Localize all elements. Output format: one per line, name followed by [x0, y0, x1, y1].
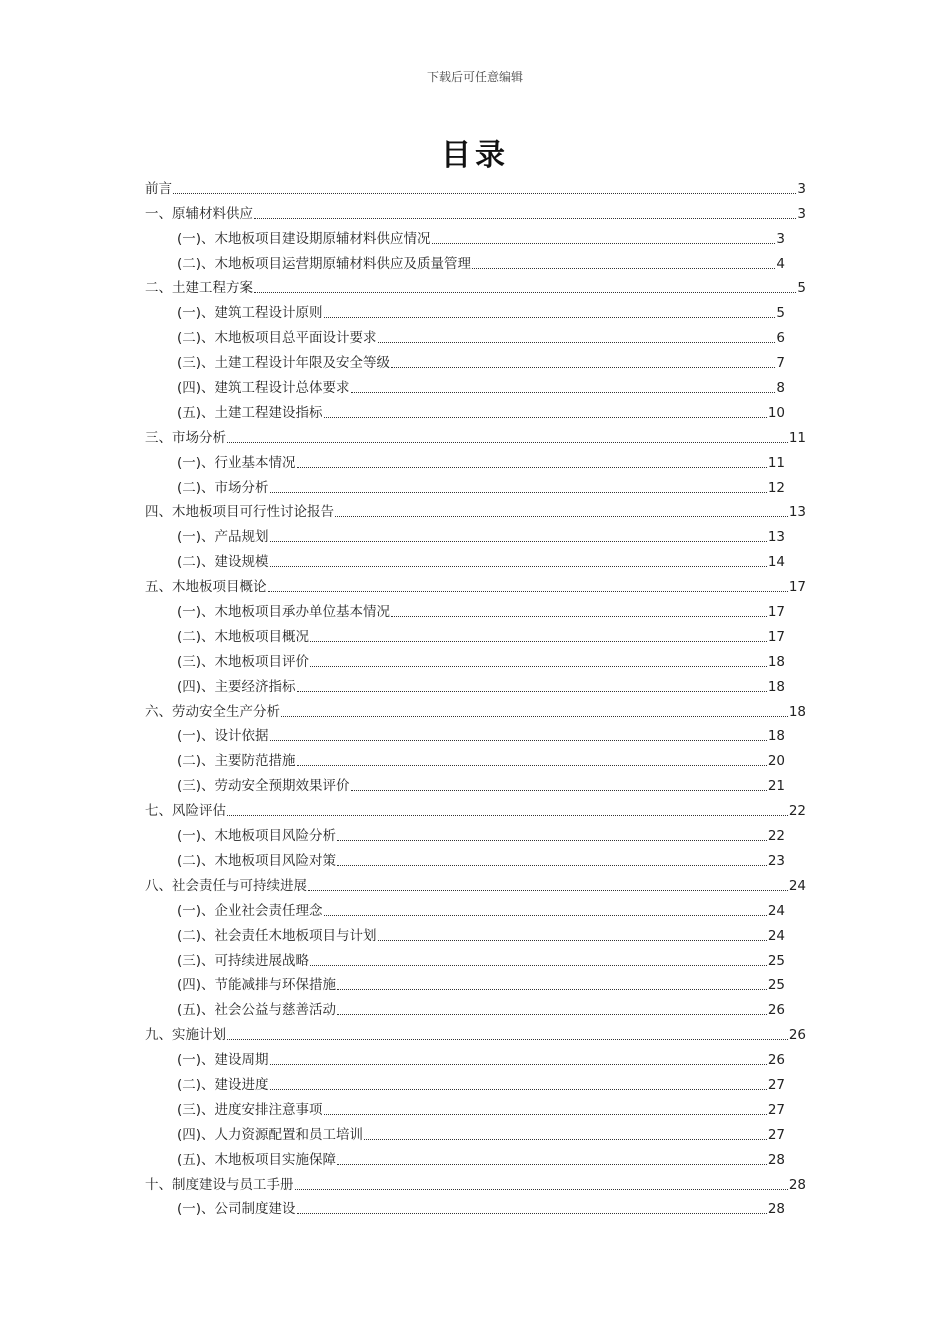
toc-entry[interactable]	[145, 946, 806, 971]
toc-entry-page-number: 22	[788, 803, 806, 820]
toc-entry-page-number: 12	[767, 479, 785, 496]
toc-entry-label: (一)、企业社会责任理念	[177, 902, 323, 919]
toc-entry-label: (五)、木地板项目实施保障	[177, 1151, 337, 1168]
toc-entry-page-number: 13	[767, 529, 785, 546]
toc-entry[interactable]	[145, 1170, 806, 1195]
toc-entry-label: (二)、木地板项目概况	[177, 628, 310, 645]
toc-dot-leader	[297, 765, 767, 766]
toc-entry-label: (三)、进度安排注意事项	[177, 1101, 323, 1118]
toc-dot-leader	[324, 417, 767, 418]
toc-entry-label: (五)、土建工程建设指标	[177, 404, 323, 421]
toc-entry-page-number: 7	[776, 355, 785, 372]
toc-dot-leader	[391, 616, 767, 617]
toc-dot-leader	[337, 1164, 767, 1165]
toc-entry-page-number: 18	[767, 678, 785, 695]
toc-entry-label: (四)、主要经济指标	[177, 678, 296, 695]
toc-entry[interactable]	[145, 597, 806, 622]
toc-entry-label: (三)、木地板项目评价	[177, 653, 310, 670]
toc-entry[interactable]	[145, 672, 806, 697]
toc-entry[interactable]	[145, 697, 806, 722]
toc-entry-label: (一)、木地板项目承办单位基本情况	[177, 604, 391, 621]
toc-entry[interactable]	[145, 1020, 806, 1045]
toc-entry-label: 八、社会责任与可持续进展	[145, 877, 307, 894]
toc-entry-page-number: 13	[788, 504, 806, 521]
toc-entry-label: (五)、社会公益与慈善活动	[177, 1002, 337, 1019]
toc-entry[interactable]	[145, 348, 806, 373]
toc-entry-page-number: 28	[788, 1176, 806, 1193]
toc-dot-leader	[335, 516, 788, 517]
toc-dot-leader	[337, 1014, 767, 1015]
toc-entry[interactable]	[145, 1045, 806, 1070]
toc-entry-label: (一)、设计依据	[177, 728, 269, 745]
toc-entry[interactable]	[145, 871, 806, 896]
toc-dot-leader	[254, 218, 796, 219]
toc-entry-page-number: 24	[788, 877, 806, 894]
toc-dot-leader	[337, 865, 767, 866]
toc-entry[interactable]	[145, 821, 806, 846]
toc-entry[interactable]	[145, 522, 806, 547]
toc-entry-label: 三、市场分析	[145, 429, 226, 446]
toc-entry-label: (二)、木地板项目风险对策	[177, 852, 337, 869]
toc-entry[interactable]	[145, 448, 806, 473]
toc-dot-leader	[173, 193, 796, 194]
toc-dot-leader	[310, 641, 767, 642]
toc-entry-label: 十、制度建设与员工手册	[145, 1176, 294, 1193]
toc-entry-page-number: 4	[776, 255, 785, 272]
toc-entry[interactable]	[145, 921, 806, 946]
toc-dot-leader	[227, 442, 788, 443]
toc-entry-page-number: 27	[767, 1076, 785, 1093]
toc-entry-label: (三)、土建工程设计年限及安全等级	[177, 355, 391, 372]
toc-entry[interactable]	[145, 298, 806, 323]
toc-dot-leader	[254, 292, 796, 293]
toc-entry[interactable]	[145, 746, 806, 771]
toc-entry[interactable]	[145, 249, 806, 274]
toc-dot-leader	[432, 243, 776, 244]
toc-entry-page-number: 25	[767, 977, 785, 994]
toc-entry-page-number: 24	[767, 927, 785, 944]
toc-entry-label: (一)、行业基本情况	[177, 454, 296, 471]
toc-dot-leader	[270, 740, 767, 741]
toc-entry-page-number: 18	[767, 653, 785, 670]
toc-entry-page-number: 11	[788, 429, 806, 446]
toc-entry[interactable]	[145, 498, 806, 523]
toc-entry-label: (二)、木地板项目运营期原辅材料供应及质量管理	[177, 255, 472, 272]
toc-entry-page-number: 28	[767, 1151, 785, 1168]
toc-entry-page-number: 3	[776, 230, 785, 247]
toc-entry[interactable]	[145, 547, 806, 572]
toc-entry-page-number: 20	[767, 753, 785, 770]
toc-entry-page-number: 11	[767, 454, 785, 471]
toc-entry-label: (一)、建设周期	[177, 1052, 269, 1069]
toc-list	[145, 174, 806, 1219]
toc-entry[interactable]	[145, 274, 806, 299]
toc-entry[interactable]	[145, 323, 806, 348]
toc-entry-label: 九、实施计划	[145, 1027, 226, 1044]
toc-entry-label: (四)、节能减排与环保措施	[177, 977, 337, 994]
toc-entry-label: (二)、建设进度	[177, 1076, 269, 1093]
toc-entry[interactable]	[145, 373, 806, 398]
toc-entry[interactable]	[145, 846, 806, 871]
toc-entry[interactable]	[145, 423, 806, 448]
toc-dot-leader	[295, 1189, 788, 1190]
toc-entry-label: 七、风险评估	[145, 803, 226, 820]
toc-entry-label: (二)、木地板项目总平面设计要求	[177, 330, 377, 347]
toc-entry-page-number: 21	[767, 778, 785, 795]
toc-dot-leader	[324, 915, 767, 916]
toc-entry[interactable]	[145, 995, 806, 1020]
toc-entry-label: (一)、木地板项目建设期原辅材料供应情况	[177, 230, 431, 247]
toc-dot-leader	[378, 342, 776, 343]
toc-entry[interactable]	[145, 896, 806, 921]
toc-entry-label: (一)、木地板项目风险分析	[177, 828, 337, 845]
toc-dot-leader	[310, 965, 767, 966]
toc-entry-page-number: 3	[797, 180, 806, 197]
toc-entry-page-number: 5	[776, 305, 785, 322]
toc-dot-leader	[270, 1064, 767, 1065]
toc-entry[interactable]	[145, 174, 806, 199]
toc-entry-label: (一)、公司制度建设	[177, 1201, 296, 1218]
toc-dot-leader	[270, 566, 767, 567]
toc-entry-page-number: 22	[767, 828, 785, 845]
toc-entry-label: 四、木地板项目可行性讨论报告	[145, 504, 334, 521]
toc-entry-label: (二)、主要防范措施	[177, 753, 296, 770]
toc-entry-label: 二、土建工程方案	[145, 280, 253, 297]
toc-dot-leader	[297, 691, 767, 692]
toc-entry-label: 一、原辅材料供应	[145, 205, 253, 222]
toc-entry-label: (二)、市场分析	[177, 479, 269, 496]
toc-dot-leader	[310, 666, 767, 667]
toc-entry-page-number: 5	[797, 280, 806, 297]
toc-entry-page-number: 17	[767, 628, 785, 645]
toc-dot-leader	[324, 1114, 767, 1115]
toc-dot-leader	[268, 591, 788, 592]
toc-dot-leader	[227, 1039, 788, 1040]
toc-dot-leader	[297, 467, 767, 468]
toc-entry[interactable]	[145, 1145, 806, 1170]
toc-entry[interactable]	[145, 771, 806, 796]
header-note: 下载后可任意编辑	[426, 70, 523, 84]
toc-dot-leader	[351, 790, 767, 791]
toc-dot-leader	[337, 989, 767, 990]
toc-entry-page-number: 27	[767, 1101, 785, 1118]
toc-entry-page-number: 18	[788, 703, 806, 720]
toc-dot-leader	[227, 815, 788, 816]
toc-entry[interactable]	[145, 1070, 806, 1095]
toc-entry-label: 前言	[145, 180, 172, 197]
toc-entry-label: (三)、劳动安全预期效果评价	[177, 778, 350, 795]
toc-entry-label: (四)、人力资源配置和员工培训	[177, 1126, 364, 1143]
toc-dot-leader	[337, 840, 767, 841]
toc-entry-page-number: 27	[767, 1126, 785, 1143]
toc-entry[interactable]	[145, 1120, 806, 1145]
toc-entry[interactable]	[145, 398, 806, 423]
toc-entry-page-number: 17	[767, 604, 785, 621]
toc-entry-page-number: 17	[788, 579, 806, 596]
toc-entry-label: 五、木地板项目概论	[145, 579, 267, 596]
toc-entry-page-number: 23	[767, 852, 785, 869]
toc-dot-leader	[308, 890, 788, 891]
toc-entry[interactable]	[145, 647, 806, 672]
toc-entry[interactable]	[145, 1095, 806, 1120]
toc-entry-label: (二)、社会责任木地板项目与计划	[177, 927, 377, 944]
toc-entry[interactable]	[145, 1195, 806, 1220]
toc-dot-leader	[270, 492, 767, 493]
toc-entry-page-number: 26	[767, 1052, 785, 1069]
toc-entry-page-number: 25	[767, 952, 785, 969]
toc-entry-label: (二)、建设规模	[177, 554, 269, 571]
toc-entry[interactable]	[145, 722, 806, 747]
toc-entry[interactable]	[145, 199, 806, 224]
toc-dot-leader	[391, 367, 775, 368]
toc-dot-leader	[324, 317, 776, 318]
toc-entry[interactable]	[145, 473, 806, 498]
toc-entry-label: (三)、可持续进展战略	[177, 952, 310, 969]
toc-dot-leader	[281, 716, 788, 717]
toc-entry-page-number: 24	[767, 902, 785, 919]
toc-entry[interactable]	[145, 572, 806, 597]
toc-dot-leader	[351, 392, 776, 393]
toc-entry-page-number: 6	[776, 330, 785, 347]
toc-entry-page-number: 26	[788, 1027, 806, 1044]
toc-entry-page-number: 26	[767, 1002, 785, 1019]
toc-entry[interactable]	[145, 224, 806, 249]
toc-entry-page-number: 28	[767, 1201, 785, 1218]
toc-entry-label: (一)、产品规划	[177, 529, 269, 546]
toc-dot-leader	[472, 268, 775, 269]
toc-entry-page-number: 8	[776, 380, 785, 397]
toc-dot-leader	[378, 940, 767, 941]
toc-entry-label: 六、劳动安全生产分析	[145, 703, 280, 720]
toc-entry-label: (一)、建筑工程设计原则	[177, 305, 323, 322]
toc-dot-leader	[270, 1089, 767, 1090]
toc-entry-page-number: 3	[797, 205, 806, 222]
toc-entry[interactable]	[145, 622, 806, 647]
toc-dot-leader	[297, 1213, 767, 1214]
toc-entry-label: (四)、建筑工程设计总体要求	[177, 380, 350, 397]
toc-entry[interactable]	[145, 971, 806, 996]
toc-entry-page-number: 10	[767, 404, 785, 421]
toc-dot-leader	[270, 541, 767, 542]
toc-entry[interactable]	[145, 796, 806, 821]
toc-entry-page-number: 18	[767, 728, 785, 745]
toc-entry-page-number: 14	[767, 554, 785, 571]
toc-dot-leader	[364, 1139, 767, 1140]
page-title: 目录	[441, 138, 509, 173]
